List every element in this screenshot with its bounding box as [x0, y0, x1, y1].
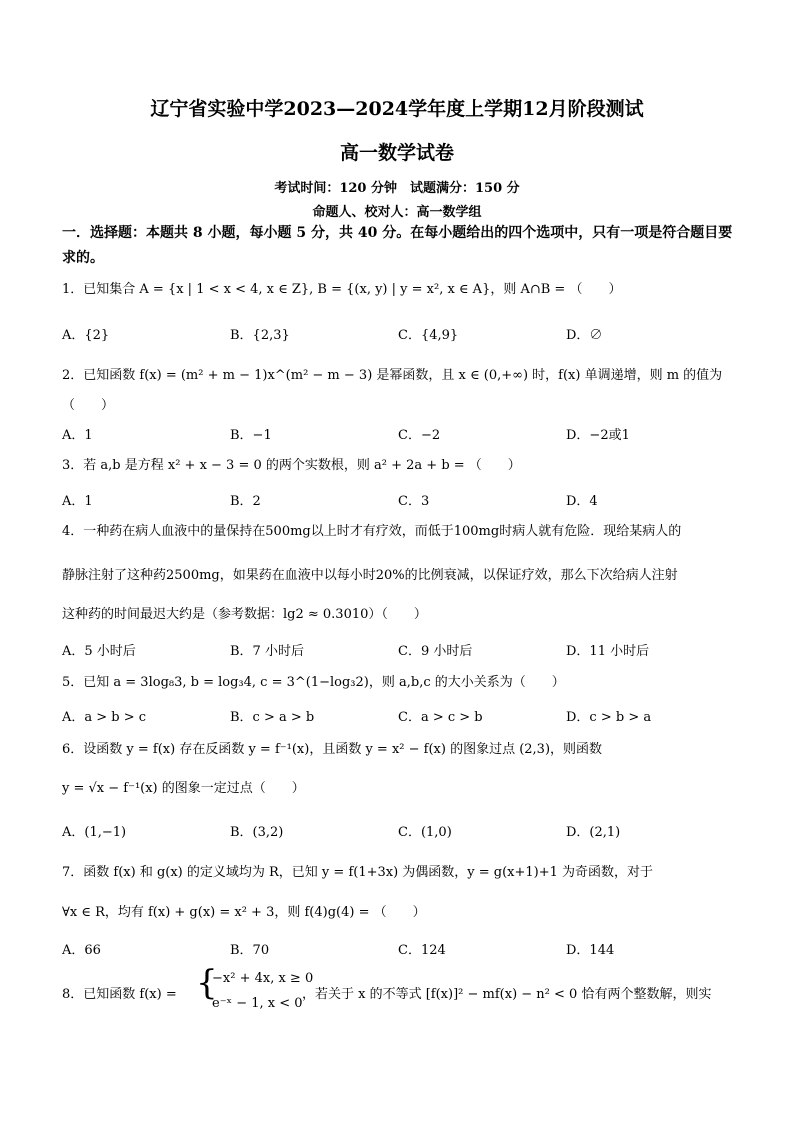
exam-authors: 命题人、校对人：高一数学组 [312, 205, 482, 220]
question-7-options [62, 939, 742, 959]
option-c: C．(1,0) [398, 825, 452, 840]
question-8-suffix: ，若关于 x 的不等式 [f(x)]² − mf(x) − n² < 0 恰有两个整数解，则实 [302, 987, 712, 1002]
question-6: 6．设函数 y = f(x) 存在反函数 y = f⁻¹(x)，且函数 y = x² − f(x) 的图象过点 (2,3)，则函数 [62, 742, 603, 757]
piecewise-brace: { [196, 963, 218, 1003]
piecewise-case-2: e⁻ˣ − 1, x < 0 [212, 996, 303, 1011]
question-2-options [62, 424, 742, 444]
option-b: B．−1 [230, 428, 272, 443]
option-a: A．(1,−1) [62, 825, 127, 840]
option-a: A．{2} [62, 328, 110, 343]
option-c: C．124 [398, 943, 446, 958]
option-b: B．70 [230, 943, 270, 958]
option-a: A．5 小时后 [62, 644, 136, 659]
question-7: 7．函数 f(x) 和 g(x) 的定义域均为 R，已知 y = f(1+3x) 为偶函数，y = g(x+1)+1 为奇函数，对于 [62, 865, 654, 880]
question-3: 3．若 a,b 是方程 x² + x − 3 = 0 的两个实数根，则 a² + 2a + b = （ ） [62, 458, 521, 473]
option-d: D．144 [566, 943, 615, 958]
option-b: B．2 [230, 494, 261, 509]
option-a: A．1 [62, 494, 93, 509]
option-d: D．c > b > a [566, 710, 652, 725]
question-5: 5．已知 a = 3log₈3, b = log₃4, c = 3^(1−log₃2)，则 a,b,c 的大小关系为（ ） [62, 675, 565, 690]
option-b: B．7 小时后 [230, 644, 304, 659]
question-8-prefix: 8．已知函数 f(x) = [62, 987, 177, 1002]
question-2-cont: （ ） [62, 398, 115, 413]
question-6-options [62, 821, 742, 841]
exam-title: 辽宁省实验中学2023—2024学年度上学期12月阶段测试 [150, 98, 644, 120]
option-d: D．4 [566, 494, 598, 509]
option-b: B．c > a > b [230, 710, 315, 725]
piecewise-case-1: −x² + 4x, x ≥ 0 [212, 971, 314, 986]
question-4-options [62, 640, 742, 660]
question-1: 1．已知集合 A = {x | 1 < x < 4, x ∈ Z}, B = {(x, y) | y = x², x ∈ A}，则 A∩B = （ ） [62, 282, 622, 297]
option-d: D．−2或1 [566, 428, 630, 443]
question-2: 2．已知函数 f(x) = (m² + m − 1)x^(m² − m − 3) 是幂函数，且 x ∈ (0,+∞) 时，f(x) 单调递增，则 m 的值为 [62, 368, 723, 383]
exam-time-info: 考试时间：120 分钟 试题满分：150 分 [274, 181, 520, 196]
option-c: C．3 [398, 494, 430, 509]
question-6-cont: y = √x − f⁻¹(x) 的图象一定过点（ ） [62, 781, 305, 796]
question-4: 4．一种药在病人血液中的量保持在500mg以上时才有疗效，而低于100mg时病人就有危险．现给某病人的 [62, 524, 682, 539]
option-d: D．11 小时后 [566, 644, 650, 659]
question-4-cont: 静脉注射了这种药2500mg，如果药在血液中以每小时20%的比例衰减，以保证疗效，那么下次给病人注射 [62, 568, 678, 583]
option-b: B．{2,3} [230, 328, 290, 343]
option-d: D．(2,1) [566, 825, 621, 840]
option-c: C．9 小时后 [398, 644, 473, 659]
question-1-options [62, 324, 742, 344]
section-heading: 一．选择题：本题共 8 小题，每小题 5 分，共 40 分。在每小题给出的四个选项中，只有一项是符合题目要求的。 [62, 225, 733, 266]
option-b: B．(3,2) [230, 825, 284, 840]
option-a: A．a > b > c [62, 710, 147, 725]
question-4-cont2: 这种药的时间最迟大约是（参考数据：lg2 ≈ 0.3010）（ ） [62, 607, 427, 622]
option-d: D．∅ [566, 328, 603, 343]
option-c: C．{4,9} [398, 328, 459, 343]
exam-subtitle: 高一数学试卷 [339, 142, 454, 164]
option-c: C．−2 [398, 428, 441, 443]
option-a: A．1 [62, 428, 93, 443]
question-5-options [62, 706, 742, 726]
option-a: A．66 [62, 943, 101, 958]
option-c: C．a > c > b [398, 710, 483, 725]
question-7-cont: ∀x ∈ R，均有 f(x) + g(x) = x² + 3，则 f(4)g(4) = （ ） [62, 905, 426, 920]
question-3-options [62, 490, 742, 510]
